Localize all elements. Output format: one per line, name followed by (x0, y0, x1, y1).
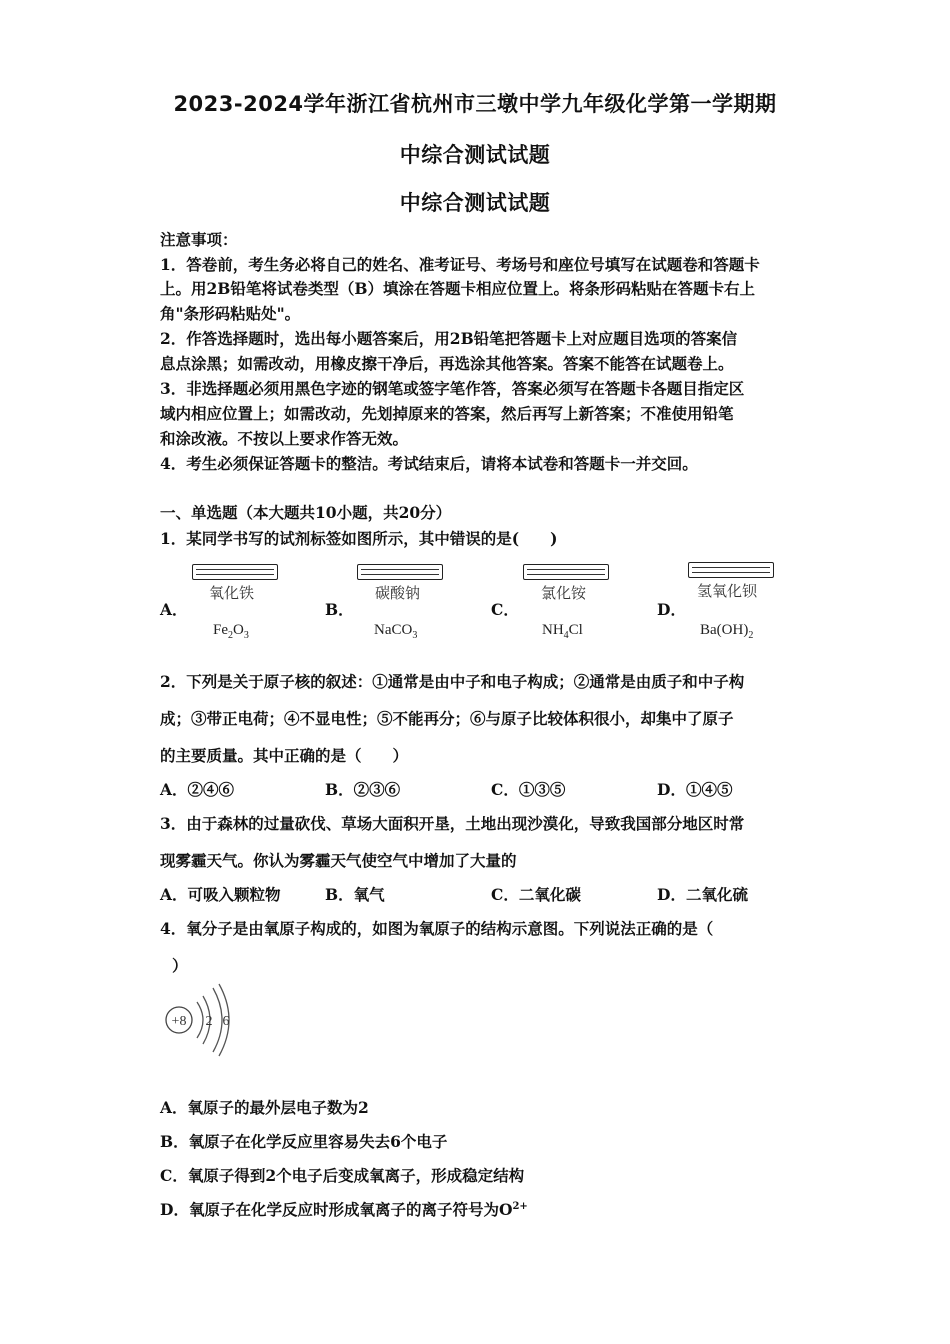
q1-option-b-letter: B． (325, 600, 354, 619)
electron-shell-1 (197, 1002, 203, 1038)
exam-title-line1: 2023-2024学年浙江省杭州市三墩中学九年级化学第一学期期 (173, 92, 777, 116)
q2-option-a: A．②④⑥ (160, 780, 235, 799)
notice-line: 4．考生必须保证答题卡的整洁。考试结束后，请将本试卷和答题卡一并交回。 (160, 454, 698, 473)
q4-option-a: A．氧原子的最外层电子数为2 (160, 1098, 369, 1117)
reagent-label-icon (688, 562, 774, 578)
q2-option-c: C．①③⑤ (491, 780, 566, 799)
q4-option-b: B．氧原子在化学反应里容易失去6个电子 (160, 1132, 448, 1151)
q1-option-c-name: 氯化铵 (541, 584, 587, 602)
q1-option-a-letter: A． (160, 600, 188, 619)
notice-line: 3．非选择题必须用黑色字迹的钢笔或签字笔作答，答案必须写在答题卡各题目指定区 (160, 379, 745, 398)
nucleus-charge: +8 (171, 1014, 187, 1029)
q2-option-b: B．②③⑥ (325, 780, 401, 799)
q4-option-c: C．氧原子得到2个电子后变成氧离子，形成稳定结构 (160, 1166, 525, 1185)
q1-option-a-formula: $Fe_2O_3$ (213, 622, 249, 641)
q3-stem-line: 3．由于森林的过量砍伐、草场大面积开垦，土地出现沙漠化，导致我国部分地区时常 (160, 814, 745, 833)
q1-option-d-name: 氢氧化钡 (697, 582, 758, 600)
section-heading: 一、单选题（本大题共10小题，共20分） (160, 503, 452, 522)
q3-option-d: D．二氧化硫 (657, 885, 748, 904)
notice-line: 息点涂黑；如需改动，用橡皮擦干净后，再选涂其他答案。答案不能答在试题卷上。 (160, 354, 734, 373)
oxygen-atom-diagram (155, 980, 245, 1060)
q1-option-c-formula: $NH_4Cl$ (542, 622, 583, 641)
q3-option-b: B．氧气 (325, 885, 385, 904)
exam-title-line3: 中综合测试试题 (399, 191, 551, 215)
q3-option-c: C．二氧化碳 (491, 885, 581, 904)
q1-option-d-letter: D． (657, 600, 686, 619)
q4-stem-line: ） (172, 956, 188, 975)
reagent-label-icon (523, 564, 609, 580)
q4-option-d: D．氧原子在化学反应时形成氧离子的离子符号为$O^{2+}$ (160, 1200, 528, 1219)
notice-line: 和涂改液。不按以上要求作答无效。 (160, 429, 409, 448)
reagent-label-icon (357, 564, 443, 580)
q1-option-a-name: 氧化铁 (209, 584, 255, 602)
electron-shell-2 (213, 988, 222, 1052)
q1-option-c-letter: C． (491, 600, 519, 619)
notice-line: 1．答卷前，考生务必将自己的姓名、准考证号、考场号和座位号填写在试题卷和答题卡 (160, 255, 760, 274)
q2-stem-line: 2．下列是关于原子核的叙述：①通常是由中子和电子构成；②通常是由质子和中子构 (160, 672, 745, 691)
notice-heading: 注意事项： (160, 230, 238, 249)
q1-option-b-name: 碳酸钠 (375, 584, 421, 602)
notice-line: 域内相应位置上；如需改动，先划掉原来的答案，然后再写上新答案；不准使用铅笔 (160, 404, 734, 423)
shell1-electrons: 2 (205, 1014, 213, 1029)
notice-line: 2．作答选择题时，选出每小题答案后，用2B铅笔把答题卡上对应题目选项的答案信 (160, 329, 738, 348)
q1-option-b-formula: NaCO$_3$ (374, 622, 418, 641)
reagent-label-icon (192, 564, 278, 580)
exam-title-line2: 中综合测试试题 (399, 143, 551, 167)
q1-option-d-formula: $Ba(OH)_2$ (700, 622, 754, 641)
q3-option-a: A．可吸入颗粒物 (160, 885, 281, 904)
q2-stem-line: 的主要质量。其中正确的是（ ） (160, 746, 409, 765)
q3-stem-line: 现雾霾天气。你认为雾霾天气使空气中增加了大量的 (160, 851, 517, 870)
q4-stem-line: 4．氧分子是由氧原子构成的，如图为氧原子的结构示意图。下列说法正确的是（ (160, 919, 714, 938)
notice-line: 角"条形码粘贴处"。 (160, 304, 301, 323)
notice-line: 上。用2B铅笔将试卷类型（B）填涂在答题卡相应位置上。将条形码粘贴在答题卡右上 (160, 279, 755, 298)
q2-stem-line: 成；③带正电荷；④不显电性；⑤不能再分；⑥与原子比较体积很小，却集中了原子 (160, 709, 734, 728)
shell2-electrons: 6 (222, 1014, 230, 1029)
q2-option-d: D．①④⑤ (657, 780, 733, 799)
q1-stem: 1．某同学书写的试剂标签如图所示，其中错误的是( ) (160, 529, 558, 548)
